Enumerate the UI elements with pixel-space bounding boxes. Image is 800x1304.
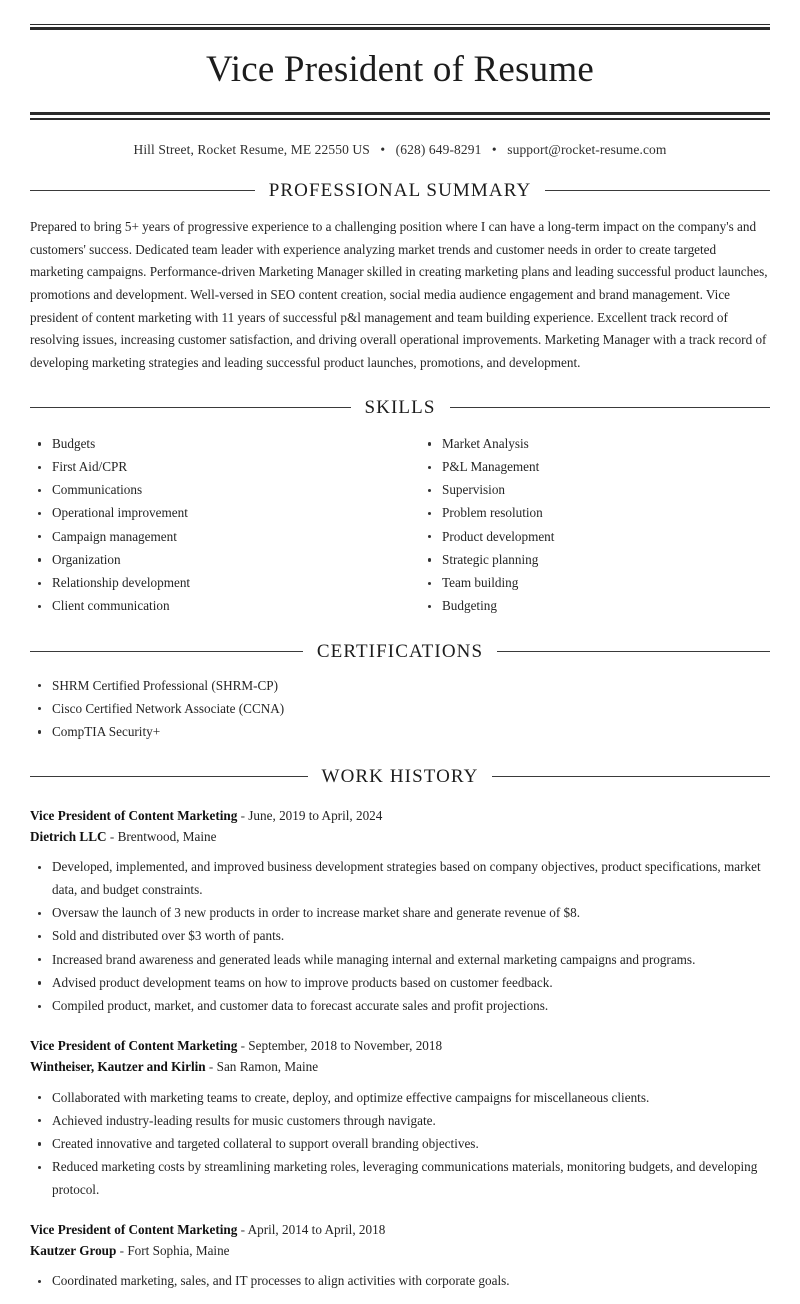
list-item: Organization	[30, 549, 400, 572]
job-title: Vice President of Content Marketing	[30, 1037, 238, 1053]
skills-list-right	[420, 433, 770, 618]
job-company-line	[30, 1056, 770, 1077]
job-title-line	[30, 1035, 770, 1056]
job-company: Kautzer Group	[30, 1242, 117, 1258]
work-history-entry	[30, 1035, 770, 1202]
list-item: Market Analysis	[420, 433, 770, 456]
list-item: SHRM Certified Professional (SHRM-CP)	[30, 675, 770, 698]
company-location-separator: -	[208, 1059, 214, 1075]
job-bullets	[30, 1087, 770, 1202]
contact-separator-1: •	[380, 141, 386, 157]
job-company-line	[30, 1240, 770, 1261]
job-title-line	[30, 1219, 770, 1240]
list-item: Sold and distributed over $3 worth of pants.	[30, 925, 770, 948]
header-bottom-rule-thick	[30, 112, 770, 115]
section-work-history	[30, 766, 770, 1293]
work-history-entry	[30, 1219, 770, 1293]
job-dates: April, 2014 to April, 2018	[247, 1221, 386, 1237]
heading-rule-left	[30, 776, 308, 777]
list-item: Oversaw the launch of 3 new products in order to increase market share and generate revenue of $8.	[30, 902, 770, 925]
contact-line	[30, 120, 770, 158]
work-history-entry	[30, 805, 770, 1018]
heading-rule-left	[30, 651, 303, 652]
list-item: Coordinated marketing, sales, and IT processes to align activities with corporate goals.	[30, 1270, 770, 1293]
list-item: Reduced marketing costs by streamlining marketing roles, leveraging communications materials, monitoring budgets, and developing protocol.	[30, 1156, 770, 1201]
skills-column-left	[30, 421, 400, 619]
job-bullets	[30, 1270, 770, 1293]
section-title: CERTIFICATIONS	[316, 640, 484, 662]
company-location-separator: -	[109, 828, 115, 844]
title-date-separator: -	[240, 1037, 245, 1053]
skills-columns	[30, 421, 770, 619]
list-item: Achieved industry-leading results for music customers through navigate.	[30, 1110, 770, 1133]
job-company: Wintheiser, Kautzer and Kirlin	[30, 1059, 206, 1075]
job-bullets	[30, 856, 770, 1017]
section-heading-skills	[30, 397, 770, 419]
heading-rule-right	[497, 651, 770, 652]
list-item: Supervision	[420, 479, 770, 502]
list-item: Relationship development	[30, 572, 400, 595]
heading-rule-right	[545, 190, 770, 191]
job-company-line	[30, 826, 770, 847]
contact-separator-2: •	[491, 141, 497, 157]
list-item: Problem resolution	[420, 502, 770, 525]
job-location: Fort Sophia, Maine	[127, 1242, 230, 1258]
section-skills	[30, 397, 770, 619]
list-item: Cisco Certified Network Associate (CCNA)	[30, 698, 770, 721]
list-item: Compiled product, market, and customer data to forecast accurate sales and profit projections.	[30, 995, 770, 1018]
section-professional-summary	[30, 180, 770, 375]
heading-rule-left	[30, 407, 351, 408]
list-item: Created innovative and targeted collateral to support overall branding objectives.	[30, 1133, 770, 1156]
list-item: Budgets	[30, 433, 400, 456]
company-location-separator: -	[119, 1242, 125, 1258]
heading-rule-right	[450, 407, 771, 408]
list-item: Client communication	[30, 595, 400, 618]
list-item: First Aid/CPR	[30, 456, 400, 479]
skills-column-right	[400, 421, 770, 619]
job-title: Vice President of Content Marketing	[30, 1221, 238, 1237]
section-heading-summary	[30, 180, 770, 202]
list-item: Developed, implemented, and improved business development strategies based on company objectives, product specifications, market data, and budget constraints.	[30, 856, 770, 901]
section-title: WORK HISTORY	[321, 765, 479, 787]
section-title: PROFESSIONAL SUMMARY	[268, 179, 532, 201]
list-item: Strategic planning	[420, 549, 770, 572]
list-item: Team building	[420, 572, 770, 595]
list-item: Collaborated with marketing teams to create, deploy, and optimize effective campaigns for miscellaneous clients.	[30, 1087, 770, 1110]
list-item: P&L Management	[420, 456, 770, 479]
section-title: SKILLS	[364, 396, 436, 418]
job-location: Brentwood, Maine	[117, 828, 217, 844]
list-item: Communications	[30, 479, 400, 502]
list-item: Increased brand awareness and generated leads while managing internal and external marketing campaigns and programs.	[30, 949, 770, 972]
section-certifications	[30, 641, 770, 744]
contact-email[interactable]: support@rocket-resume.com	[507, 141, 667, 157]
list-item: Budgeting	[420, 595, 770, 618]
job-dates: September, 2018 to November, 2018	[248, 1037, 443, 1053]
list-item: Operational improvement	[30, 502, 400, 525]
list-item: Product development	[420, 526, 770, 549]
job-company: Dietrich LLC	[30, 828, 107, 844]
resume-header	[30, 24, 770, 158]
summary-paragraph: Prepared to bring 5+ years of progressive experience to a challenging position where I can have a long-term impact on the company's and customers' success. Dedicated team leader with experience analyzing market trends and customer needs in order to create targeted marketing campaigns. Performance-driven Marketing Manager skilled in creating marketing plans and leading successful product launches, promotions and development. Well-versed in SEO content creation, social media audience engagement and brand management. Vice president of content marketing with 11 years of successful p&l management and team building experience. Excellent track record of resolving issues, increasing customer satisfaction, and driving overall operational improvements. Marketing Manager with a track record of developing marketing strategies and leading successful product launches, promotions, and development.	[30, 218, 768, 371]
heading-rule-right	[492, 776, 770, 777]
job-title-line	[30, 805, 770, 826]
section-heading-work-history	[30, 766, 770, 788]
section-heading-certifications	[30, 641, 770, 663]
certifications-list	[30, 675, 770, 744]
heading-rule-left	[30, 190, 255, 191]
page-title: Vice President of Resume	[206, 49, 594, 90]
contact-address: Hill Street, Rocket Resume, ME 22550 US	[133, 141, 370, 157]
title-date-separator: -	[240, 807, 245, 823]
list-item: CompTIA Security+	[30, 721, 770, 744]
job-title: Vice President of Content Marketing	[30, 807, 238, 823]
job-location: San Ramon, Maine	[216, 1059, 319, 1075]
job-dates: June, 2019 to April, 2024	[248, 807, 383, 823]
title-date-separator: -	[240, 1221, 245, 1237]
list-item: Advised product development teams on how to improve products based on customer feedback.	[30, 972, 770, 995]
skills-list-left	[30, 433, 400, 618]
contact-phone[interactable]: (628) 649-8291	[395, 141, 482, 157]
list-item: Campaign management	[30, 526, 400, 549]
